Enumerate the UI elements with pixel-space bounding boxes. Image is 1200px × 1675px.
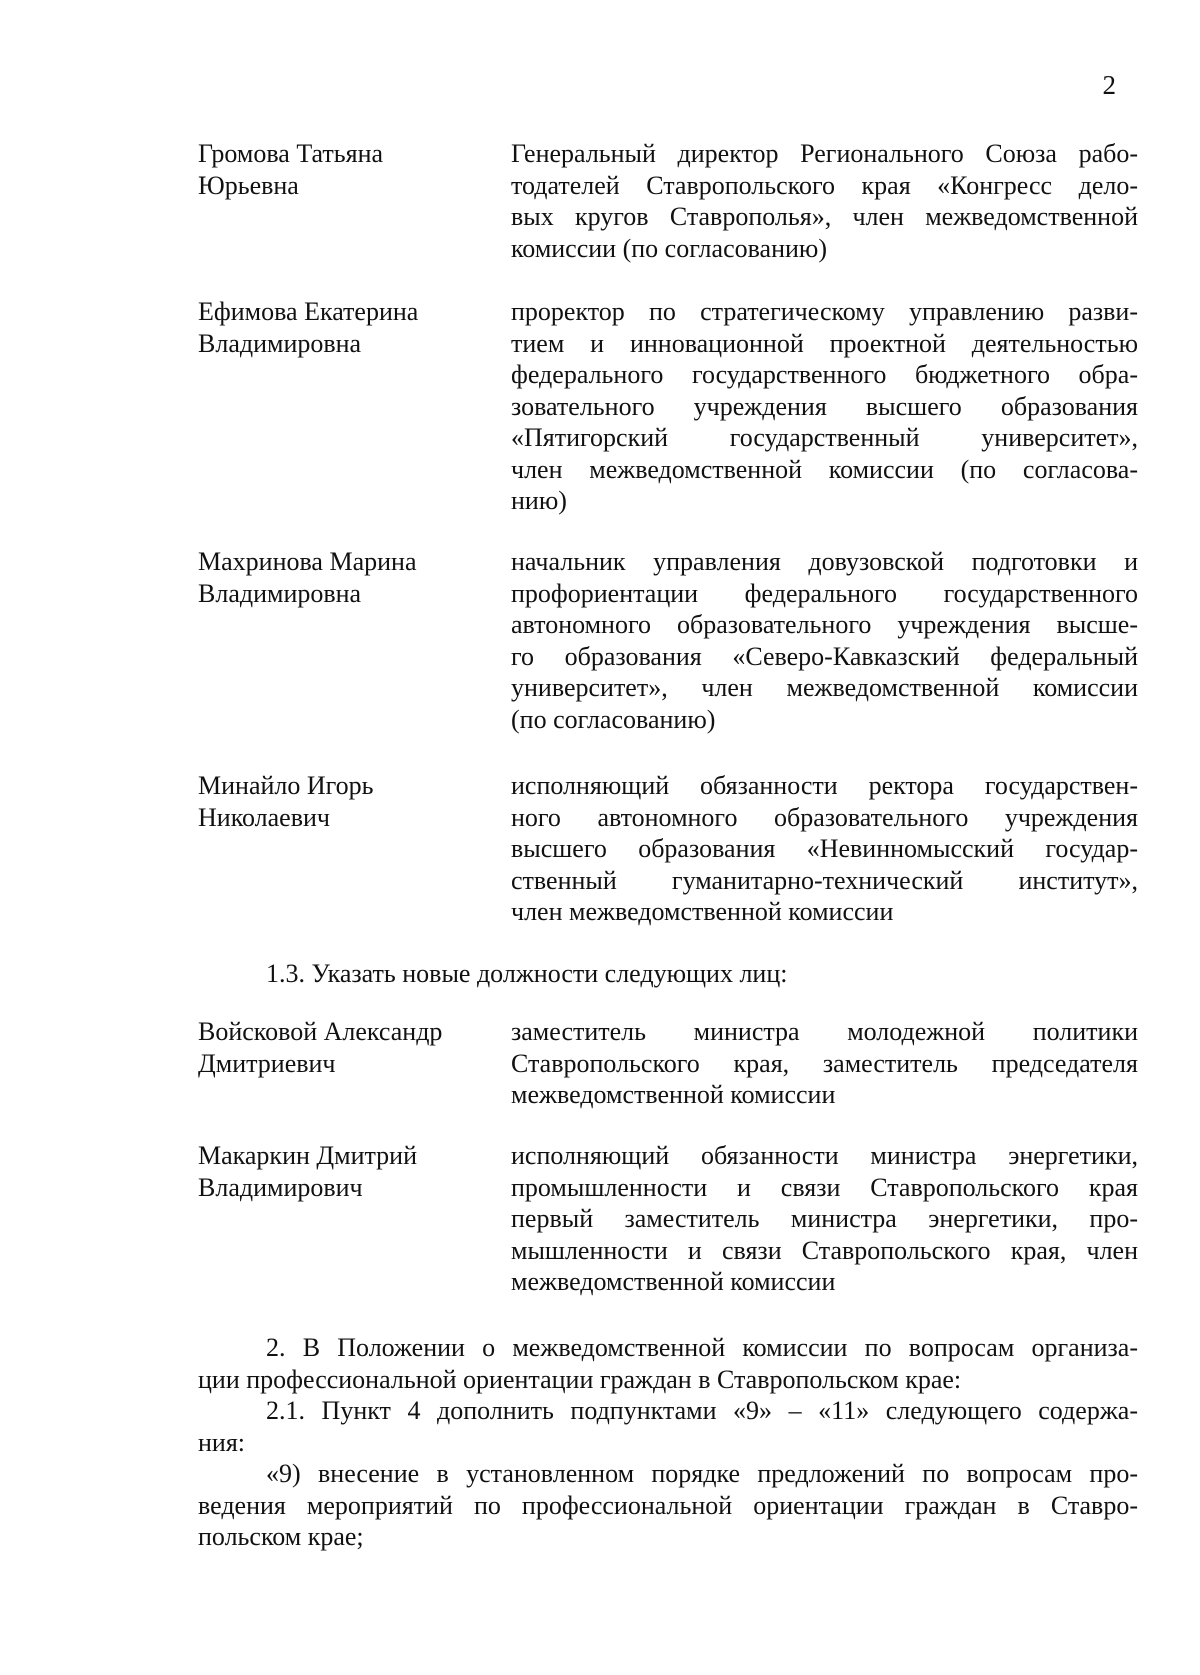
role-line: го образования «Северо-Кавказский федеральный [511, 641, 1138, 671]
member-name [198, 546, 498, 609]
paragraph-line: 2. В Положении о межведомственной комиссии по вопросам организа- [266, 1333, 1138, 1362]
member-name [198, 296, 498, 359]
role-line: ственный гуманитарно-технический институт», [511, 865, 1138, 895]
role-line: университет», член межведомственной комиссии [511, 673, 1138, 702]
role-line: (по согласованию) [511, 704, 716, 734]
role-line: тием и инновационной проектной деятельностью [511, 328, 1138, 358]
member-name [198, 1016, 498, 1079]
paragraph-line: ции профессиональной ориентации граждан в Ставропольском крае: [198, 1364, 962, 1394]
role-line: «Пятигорский государственный университет», [511, 423, 1138, 452]
role-line: зовательного учреждения высшего образования [511, 391, 1138, 421]
paragraph-line: «9) внесение в установленном порядке предложений по вопросам про- [266, 1459, 1138, 1488]
name-line: Минайло Игорь [198, 771, 374, 800]
paragraph-line: ния: [198, 1427, 246, 1457]
member-name [198, 138, 498, 201]
role-line: исполняющий обязанности министра энергетики, [511, 1141, 1138, 1170]
paragraph-line: 2.1. Пункт 4 дополнить подпунктами «9» – «11» следующего содержа- [266, 1396, 1138, 1425]
role-line: Генеральный директор Регионального Союза рабо- [511, 139, 1138, 168]
role-line: заместитель министра молодежной политики [511, 1017, 1138, 1046]
page-number: 2 [1102, 70, 1116, 100]
member-name [198, 1140, 498, 1203]
paragraph-line: ведения мероприятий по профессиональной ориентации граждан в Ставро- [198, 1490, 1138, 1520]
role-line: мышленности и связи Ставропольского края, член [511, 1235, 1138, 1265]
role-line: проректор по стратегическому управлению разви- [511, 297, 1138, 326]
role-line: первый заместитель министра энергетики, про- [511, 1204, 1138, 1233]
role-line: вых кругов Ставрополья», член межведомственной [511, 202, 1138, 231]
role-line: исполняющий обязанности ректора государствен- [511, 771, 1138, 800]
member-role [511, 1140, 1138, 1298]
role-line: член межведомственной комиссии (по согласова- [511, 454, 1138, 484]
role-line: профориентации федерального государственного [511, 578, 1138, 608]
name-line: Ефимова Екатерина [198, 297, 419, 326]
role-line: межведомственной комиссии [511, 1267, 836, 1296]
role-line: автономного образовательного учреждения высше- [511, 610, 1138, 639]
member-role [511, 546, 1138, 735]
name-line: Войсковой Александр [198, 1017, 443, 1046]
role-line: межведомственной комиссии [511, 1080, 836, 1109]
name-line: Владимировна [198, 578, 362, 608]
member-role [511, 770, 1138, 928]
role-line: ного автономного образовательного учреждения [511, 802, 1138, 832]
role-line: Ставропольского края, заместитель председателя [511, 1048, 1138, 1078]
member-role [511, 138, 1138, 264]
role-line: член межведомственной комиссии [511, 897, 894, 926]
role-line: начальник управления довузовской подготовки и [511, 547, 1138, 576]
name-line: Громова Татьяна [198, 139, 384, 168]
role-line: федерального государственного бюджетного обра- [511, 360, 1138, 389]
name-line: Дмитриевич [198, 1048, 336, 1078]
role-line: промышленности и связи Ставропольского края [511, 1172, 1138, 1202]
section-2-body [198, 1332, 1138, 1553]
name-line: Владимировна [198, 328, 362, 358]
name-line: Махринова Марина [198, 547, 417, 576]
name-line: Макаркин Дмитрий [198, 1141, 418, 1170]
name-line: Владимирович [198, 1172, 363, 1202]
role-line: комиссии (по согласованию) [511, 233, 827, 263]
name-line: Юрьевна [198, 170, 299, 200]
paragraph-line: польском крае; [198, 1522, 364, 1551]
role-line: нию) [511, 486, 567, 515]
member-name [198, 770, 498, 833]
member-role [511, 296, 1138, 517]
member-role [511, 1016, 1138, 1111]
section-1-3-heading: 1.3. Указать новые должности следующих лиц: [266, 959, 788, 988]
role-line: высшего образования «Невинномысский государ- [511, 834, 1138, 863]
name-line: Николаевич [198, 802, 330, 832]
role-line: тодателей Ставропольского края «Конгресс дело- [511, 170, 1138, 200]
